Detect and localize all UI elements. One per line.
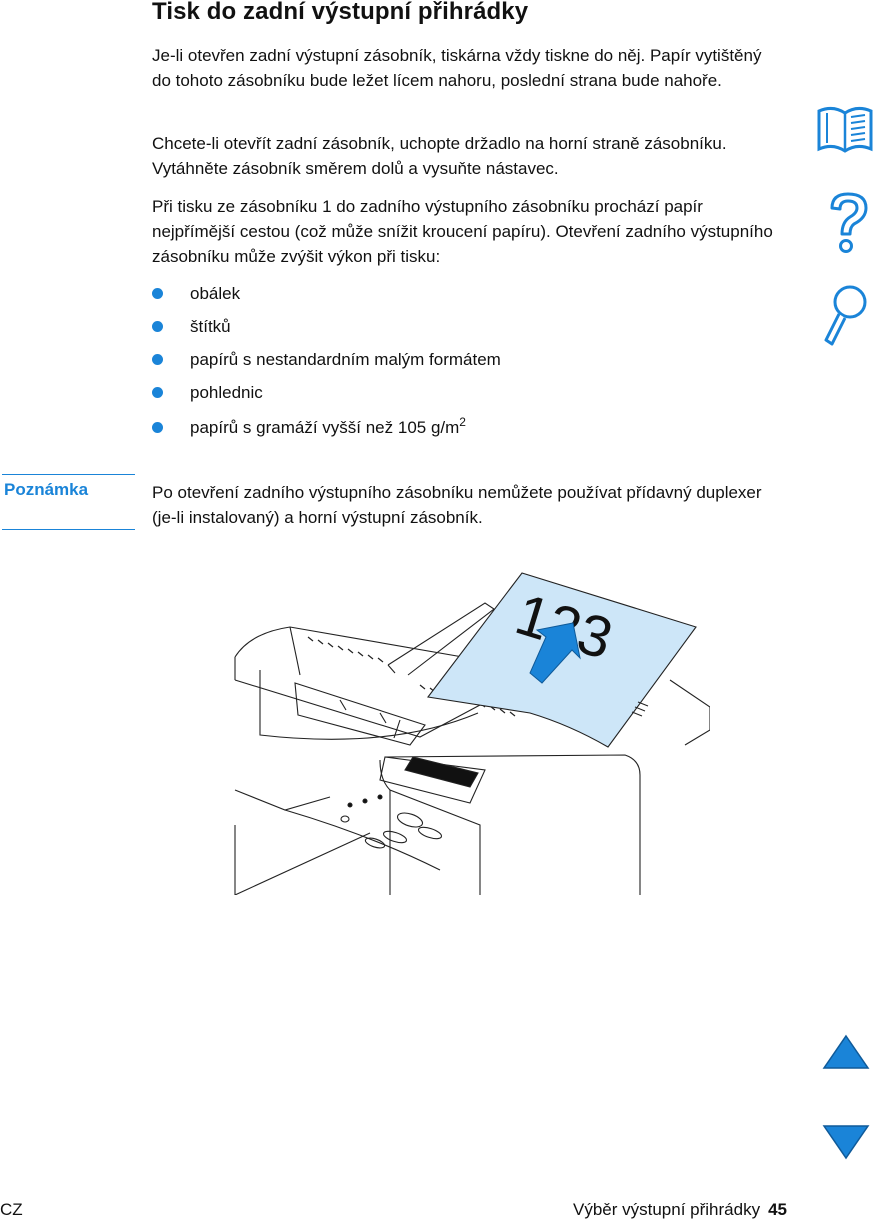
note-bottom-rule [2, 529, 135, 530]
bullet-dot [152, 387, 163, 398]
list-item: papírů s nestandardním malým formátem [152, 347, 501, 380]
previous-page-triangle-icon[interactable] [822, 1034, 870, 1070]
footer-section-title: Výběr výstupní přihrádky [572, 1200, 761, 1219]
footer-language: CZ [0, 1200, 23, 1219]
footer-section [573, 1200, 787, 1220]
paragraph-2: Chcete-li otevřít zadní zásobník, uchopte držadlo na horní straně zásobníku. Vytáhněte zásobník směrem dolů a vysuňte nástavec. [152, 134, 727, 178]
list-item: obálek [152, 281, 501, 314]
printer-illustration [230, 565, 710, 895]
note-top-rule [2, 474, 135, 475]
bullet-dot [152, 288, 163, 299]
bullet-dot [152, 321, 163, 332]
note-text: Po otevření zadního výstupního zásobníku nemůžete používat přídavný duplexer (je-li instalovaný) a horní výstupní zásobník. [152, 483, 762, 527]
help-question-icon[interactable] [824, 190, 872, 256]
media-list [152, 281, 501, 448]
book-icon[interactable] [815, 103, 873, 155]
paragraph-3: Při tisku ze zásobníku 1 do zadního výstupního zásobníku prochází papír nejpřímější cestou (což může snížit kroucení papíru). Otevření zadního výstupního zásobníku může zvýšit výkon při tisku: [152, 197, 773, 266]
bullet-dot [152, 354, 163, 365]
next-page-triangle-icon[interactable] [822, 1124, 870, 1160]
list-item: pohlednic [152, 380, 501, 413]
list-item: papírů s gramáží vyšší než 105 $g/m^2$ [152, 415, 501, 448]
paragraph-1: Je-li otevřen zadní výstupní zásobník, tiskárna vždy tiskne do něj. Papír vytištěný do tohoto zásobníku bude ležet lícem nahoru, poslední strana bude nahoře. [152, 46, 762, 90]
page-title: Tisk do zadní výstupní přihrádky [152, 0, 529, 25]
bullet-dot [152, 422, 163, 433]
search-magnifier-icon[interactable] [820, 282, 870, 348]
note-label: Poznámka [4, 480, 89, 499]
superscript: 2 [459, 415, 466, 429]
page-number: 45 [768, 1200, 787, 1219]
list-item: štítků [152, 314, 501, 347]
